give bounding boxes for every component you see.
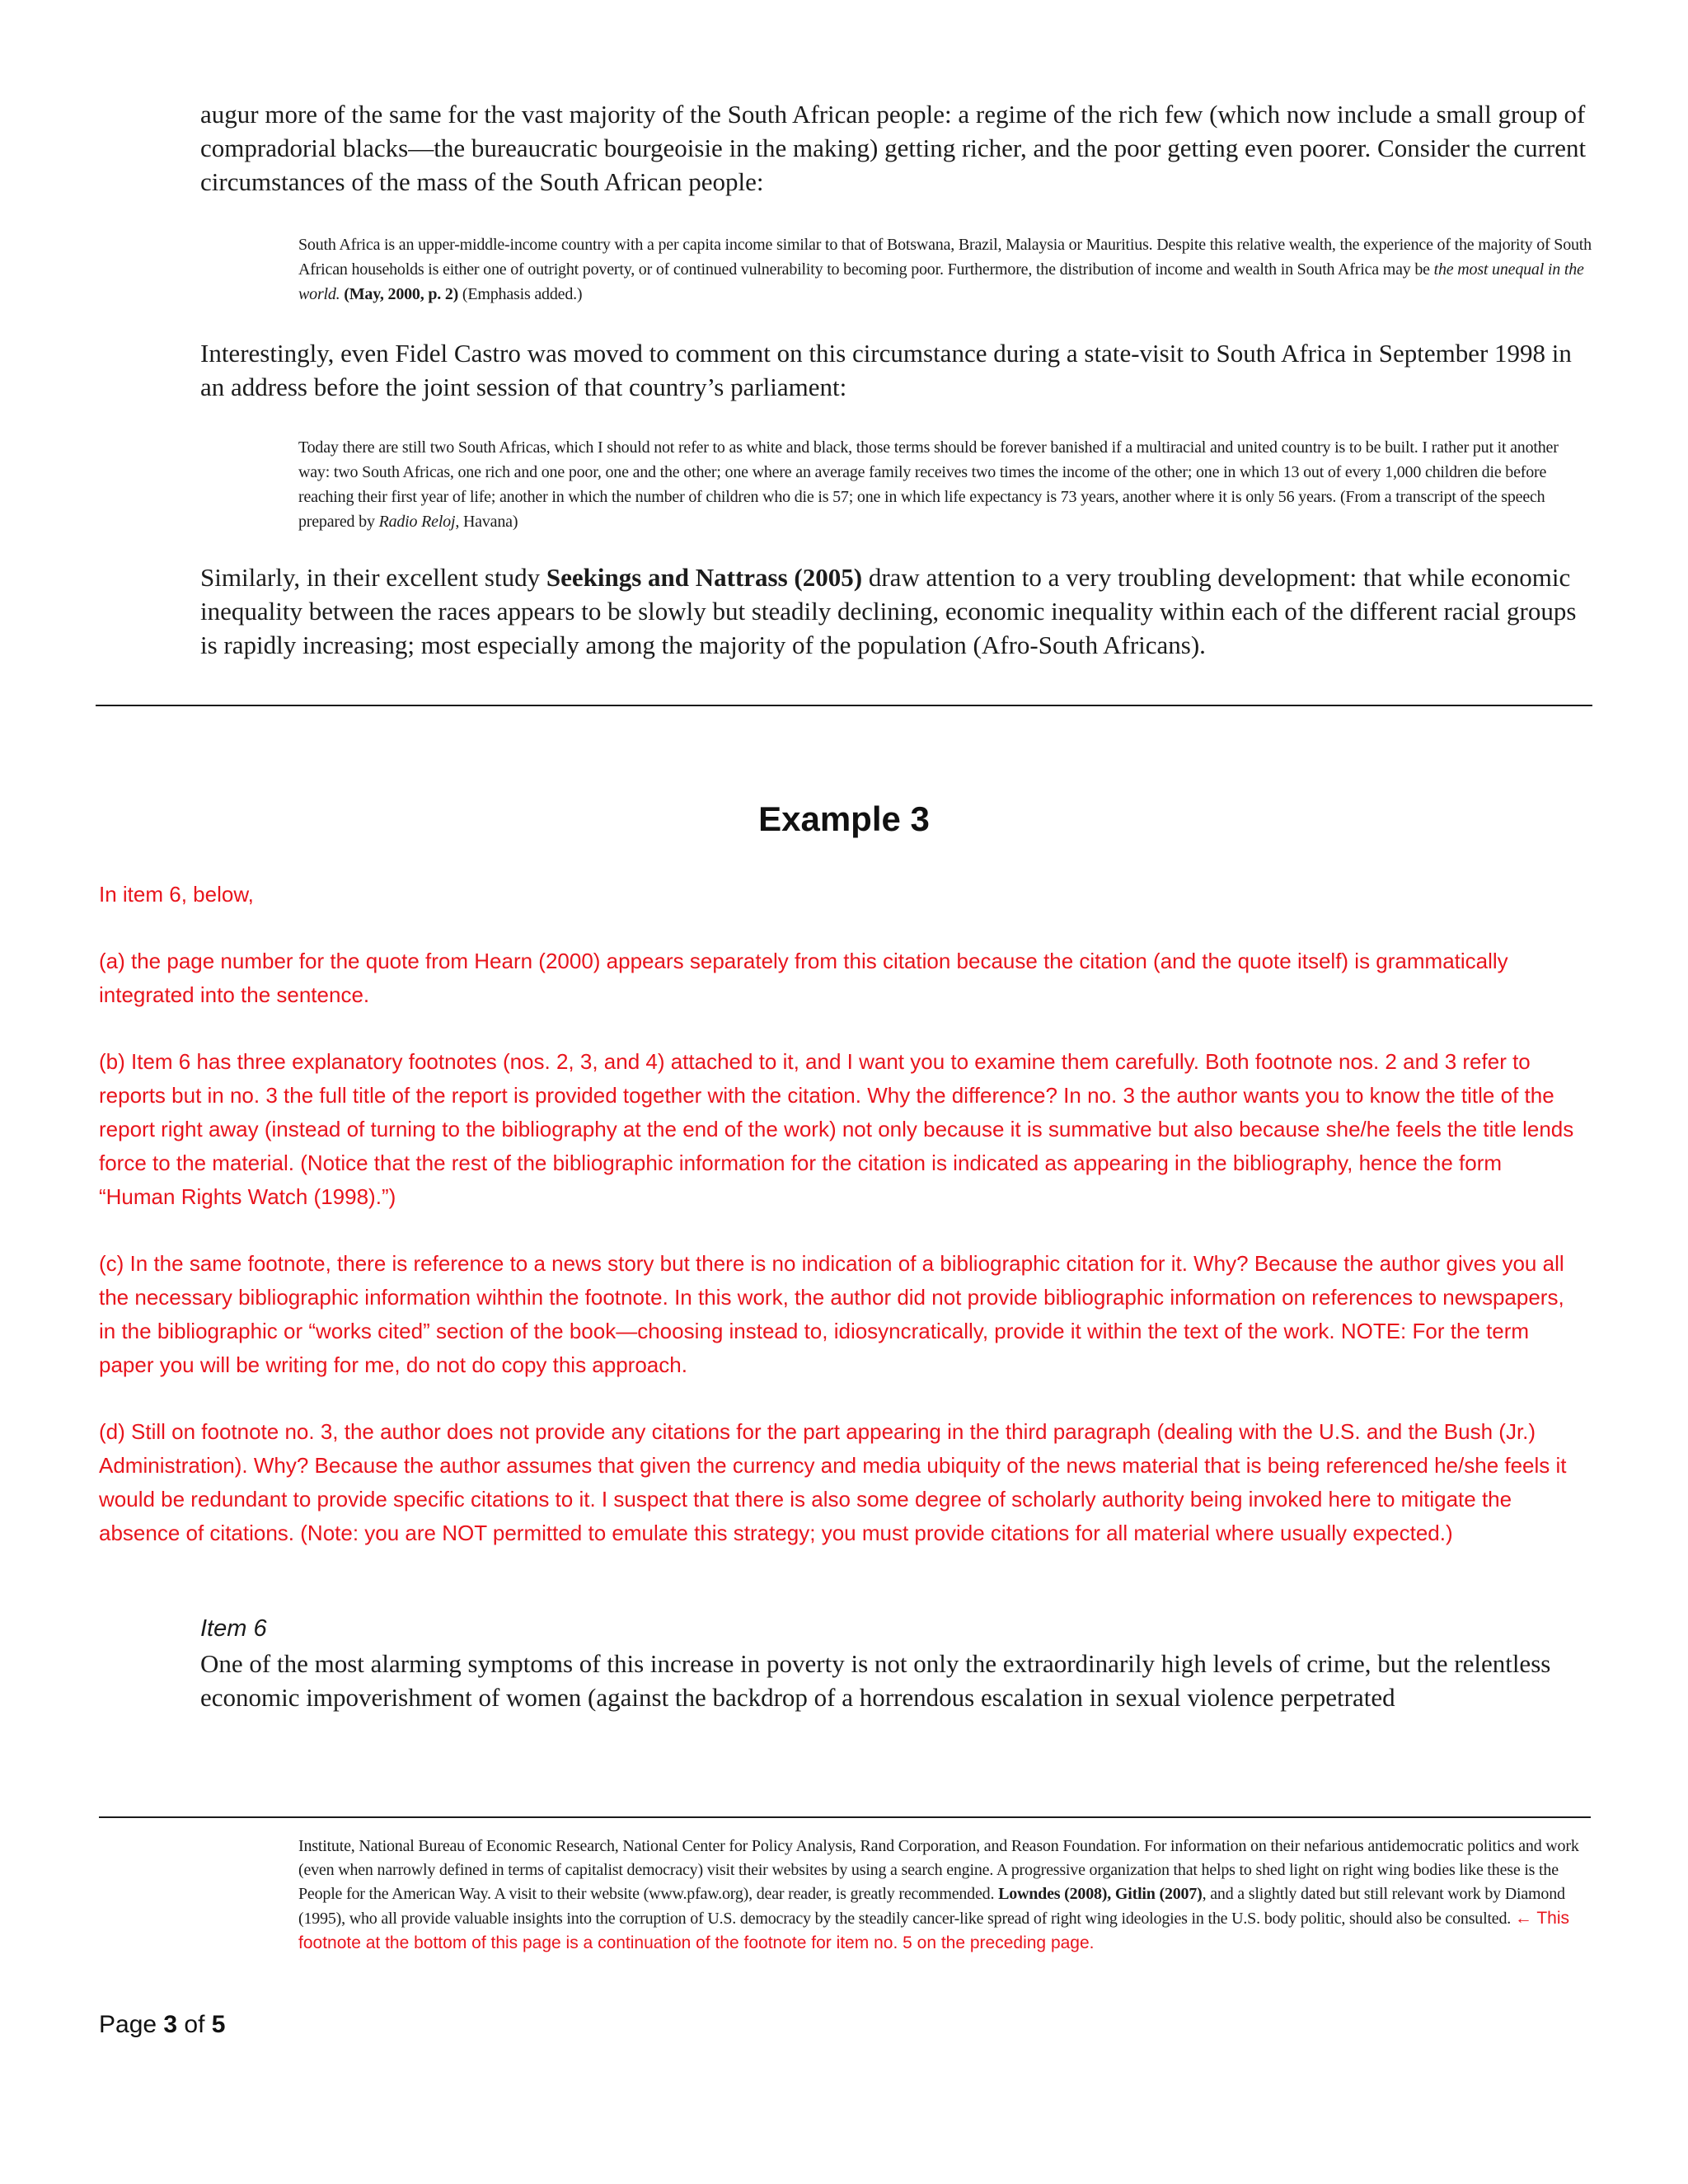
footnote-cite-lowndes: Lowndes (2008), bbox=[998, 1885, 1112, 1903]
footnote-continuation bbox=[298, 1835, 1592, 1956]
page-current: 3 bbox=[163, 2011, 178, 2038]
footnote-cite-gitlin: Gitlin (2007) bbox=[1114, 1885, 1203, 1903]
body-paragraph-2: Interestingly, even Fidel Castro was moved to comment on this circumstance during a state-visit to South Africa in September 1998 in an address before the joint session of that country’s parliament: bbox=[200, 339, 1572, 401]
page-total: 5 bbox=[211, 2011, 226, 2038]
footnote-text-2: , and a slightly dated but still relevant work by Diamond (1995), who all provide valuable insights into the corruption of U.S. democracy by the steadily cancer-like spread of right wing ideologies in the U.S. body politic, should also be consulted. bbox=[298, 1885, 1565, 1928]
item-6-label: Item 6 bbox=[200, 1615, 267, 1642]
footnote-text-1: Institute, National Bureau of Economic Research, National Center for Policy Analysis, Rand Corporation, and Reason Foundation. For information on their nefarious antidemocratic politics and work (even when narrowly defined in terms of capitalist democracy) visit their websites by using a search engine. A progressive organization that helps to shed light on right wing bodies like these is the People for the American Way. A visit to their website (www.pfaw.org), dear reader, is greatly recommended. bbox=[298, 1837, 1579, 1903]
body-paragraph-1: augur more of the same for the vast majority of the South African people: a regime of the rich few (which now include a small group of compradorial blacks—the bureaucratic bourgeoisie in the making) getting richer, and the poor getting even poorer. Consider the current circumstances of the mass of the South African people: bbox=[200, 100, 1587, 196]
page-prefix: Page bbox=[99, 2011, 164, 2038]
note-d: (d) Still on footnote no. 3, the author does not provide any citations for the part appearing in the third paragraph (dealing with the U.S. and the Bush (Jr.) Administration). Why? Because the author assumes that given the currency and media ubiquity of the news material that is being referenced he/she feels it would be redundant to provide specific citations to it. I suspect that there is also some degree of scholarly authority being invoked here to mitigate the absence of citations. (Note: you are NOT permitted to emulate this strategy; you must provide citations for all material where usually expected.) bbox=[99, 1419, 1567, 1545]
block-quote-1 bbox=[298, 232, 1592, 307]
item-6-text: One of the most alarming symptoms of this increase in poverty is not only the extraordinarily high levels of crime, but the relentless economic impoverishment of women (against the backdrop of a horrendous escalation in sexual violence perpetrated bbox=[200, 1649, 1551, 1712]
body-paragraph-3 bbox=[200, 560, 1593, 662]
para-3-before: Similarly, in their excellent study bbox=[200, 563, 546, 592]
para-3-after: draw attention to a very troubling development: that while economic inequality between the races appears to be slowly but steadily declining, economic inequality within each of the different racial groups is rapidly increasing; most especially among the majority of the population (Afro-South Africans). bbox=[200, 563, 1577, 659]
quote-2-source: Radio Reloj bbox=[378, 513, 456, 531]
quote-2-text: Today there are still two South Africas, which I should not refer to as white and black, those terms should be forever banished if a multiracial and united country is to be built. I rather put it another way: two South Africas, one rich and one poor, one and the other; one where an average family receives two times the income of the other; one in which 13 out of every 1,000 children die before reaching their first year of life; another in which the number of children who die is 57; one in which life expectancy is 73 years, another where it is only 56 years. (From a transcript of the speech prepared by bbox=[298, 438, 1559, 531]
para-3-citation: Seekings and Nattrass (2005) bbox=[546, 563, 863, 592]
quote-2-tail: , Havana) bbox=[455, 513, 518, 531]
example-title: Example 3 bbox=[758, 799, 930, 838]
note-a: (a) the page number for the quote from Hearn (2000) appears separately from this citation because the citation (and the quote itself) is grammatically integrated into the sentence. bbox=[99, 949, 1508, 1007]
quote-1-text: South Africa is an upper-middle-income country with a per capita income similar to that of Botswana, Brazil, Malaysia or Mauritius. Despite this relative wealth, the experience of the majority of South African households is either one of outright poverty, or of continued vulnerability to becoming poor. Furthermore, the distribution of income and wealth in South Africa may be bbox=[298, 236, 1592, 279]
note-c: (c) In the same footnote, there is reference to a news story but there is no indication of a bibliographic citation for it. Why? Because the author gives you all the necessary bibliographic information wihthin the footnote. In this work, the author did not provide bibliographic information on references to newspapers, in the bibliographic or “works cited” section of the book—choosing instead to, idiosyncratically, provide it within the text of the work. NOTE: For the term paper you will be writing for me, do not do copy this approach. bbox=[99, 1251, 1564, 1377]
quote-1-note: (Emphasis added.) bbox=[458, 285, 583, 303]
note-intro: In item 6, below, bbox=[99, 882, 254, 907]
footnote-annotation: ← This footnote at the bottom of this page is a continuation of the footnote for item no. 5 on the preceding page. bbox=[298, 1909, 1570, 1952]
quote-1-emphasis: the most unequal in the world. bbox=[298, 260, 1584, 303]
page-middle: of bbox=[177, 2011, 212, 2038]
footnote-divider bbox=[99, 1816, 1591, 1818]
section-divider bbox=[96, 705, 1592, 706]
block-quote-2 bbox=[298, 435, 1592, 534]
note-b: (b) Item 6 has three explanatory footnotes (nos. 2, 3, and 4) attached to it, and I want you to examine them carefully. Both footnote nos. 2 and 3 refer to reports but in no. 3 the full title of the report is provided together with the citation. Why the difference? In no. 3 the author wants you to know the title of the report right away (instead of turning to the bibliography at the end of the work) not only because it is summative but also because she/he feels the title lends force to the material. (Notice that the rest of the bibliographic information for the citation is indicated as appearing in the bibliography, hence the form “Human Rights Watch (1998).”) bbox=[99, 1049, 1574, 1209]
page-number bbox=[99, 2011, 225, 2039]
quote-1-citation: (May, 2000, p. 2) bbox=[344, 285, 459, 303]
